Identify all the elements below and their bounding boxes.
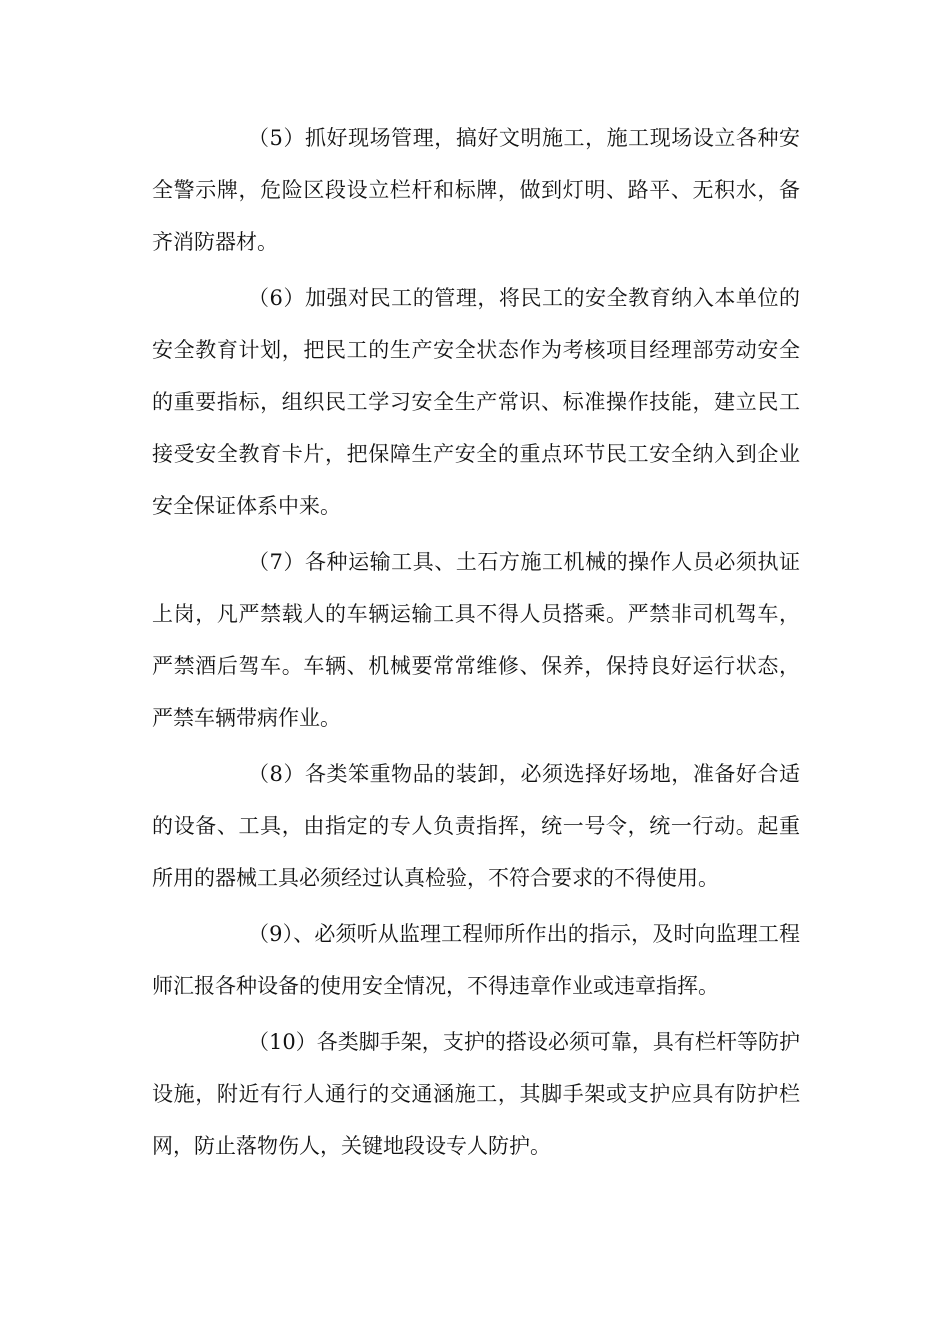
paragraph-8: （8）各类笨重物品的装卸，必须选择好场地，准备好合适的设备、工具，由指定的专人负责指挥，统一号令，统一行动。起重所用的器械工具必须经过认真检验，不符合要求的不得使用。 — [152, 762, 800, 890]
document-body — [152, 112, 800, 1176]
paragraph-7: （7）各种运输工具、土石方施工机械的操作人员必须执证上岗，凡严禁载人的车辆运输工具不得人员搭乘。严禁非司机驾车，严禁酒后驾车。车辆、机械要常常维修、保养，保持良好运行状态，严禁车辆带病作业。 — [152, 550, 800, 730]
paragraph-5: （5）抓好现场管理，搞好文明施工，施工现场设立各种安全警示牌，危险区段设立栏杆和标牌，做到灯明、路平、无积水，备齐消防器材。 — [152, 126, 800, 254]
paragraph-10: （10）各类脚手架，支护的搭设必须可靠，具有栏杆等防护设施，附近有行人通行的交通涵施工，其脚手架或支护应具有防护栏网，防止落物伤人，关键地段设专人防护。 — [152, 1030, 800, 1158]
paragraph-6: （6）加强对民工的管理，将民工的安全教育纳入本单位的安全教育计划，把民工的生产安全状态作为考核项目经理部劳动安全的重要指标，组织民工学习安全生产常识、标准操作技能，建立民工接受安全教育卡片，把保障生产安全的重点环节民工安全纳入到企业安全保证体系中来。 — [152, 286, 800, 518]
paragraph-9: （9）、必须听从监理工程师所作出的指示，及时向监理工程师汇报各种设备的使用安全情况，不得违章作业或违章指挥。 — [152, 922, 800, 998]
